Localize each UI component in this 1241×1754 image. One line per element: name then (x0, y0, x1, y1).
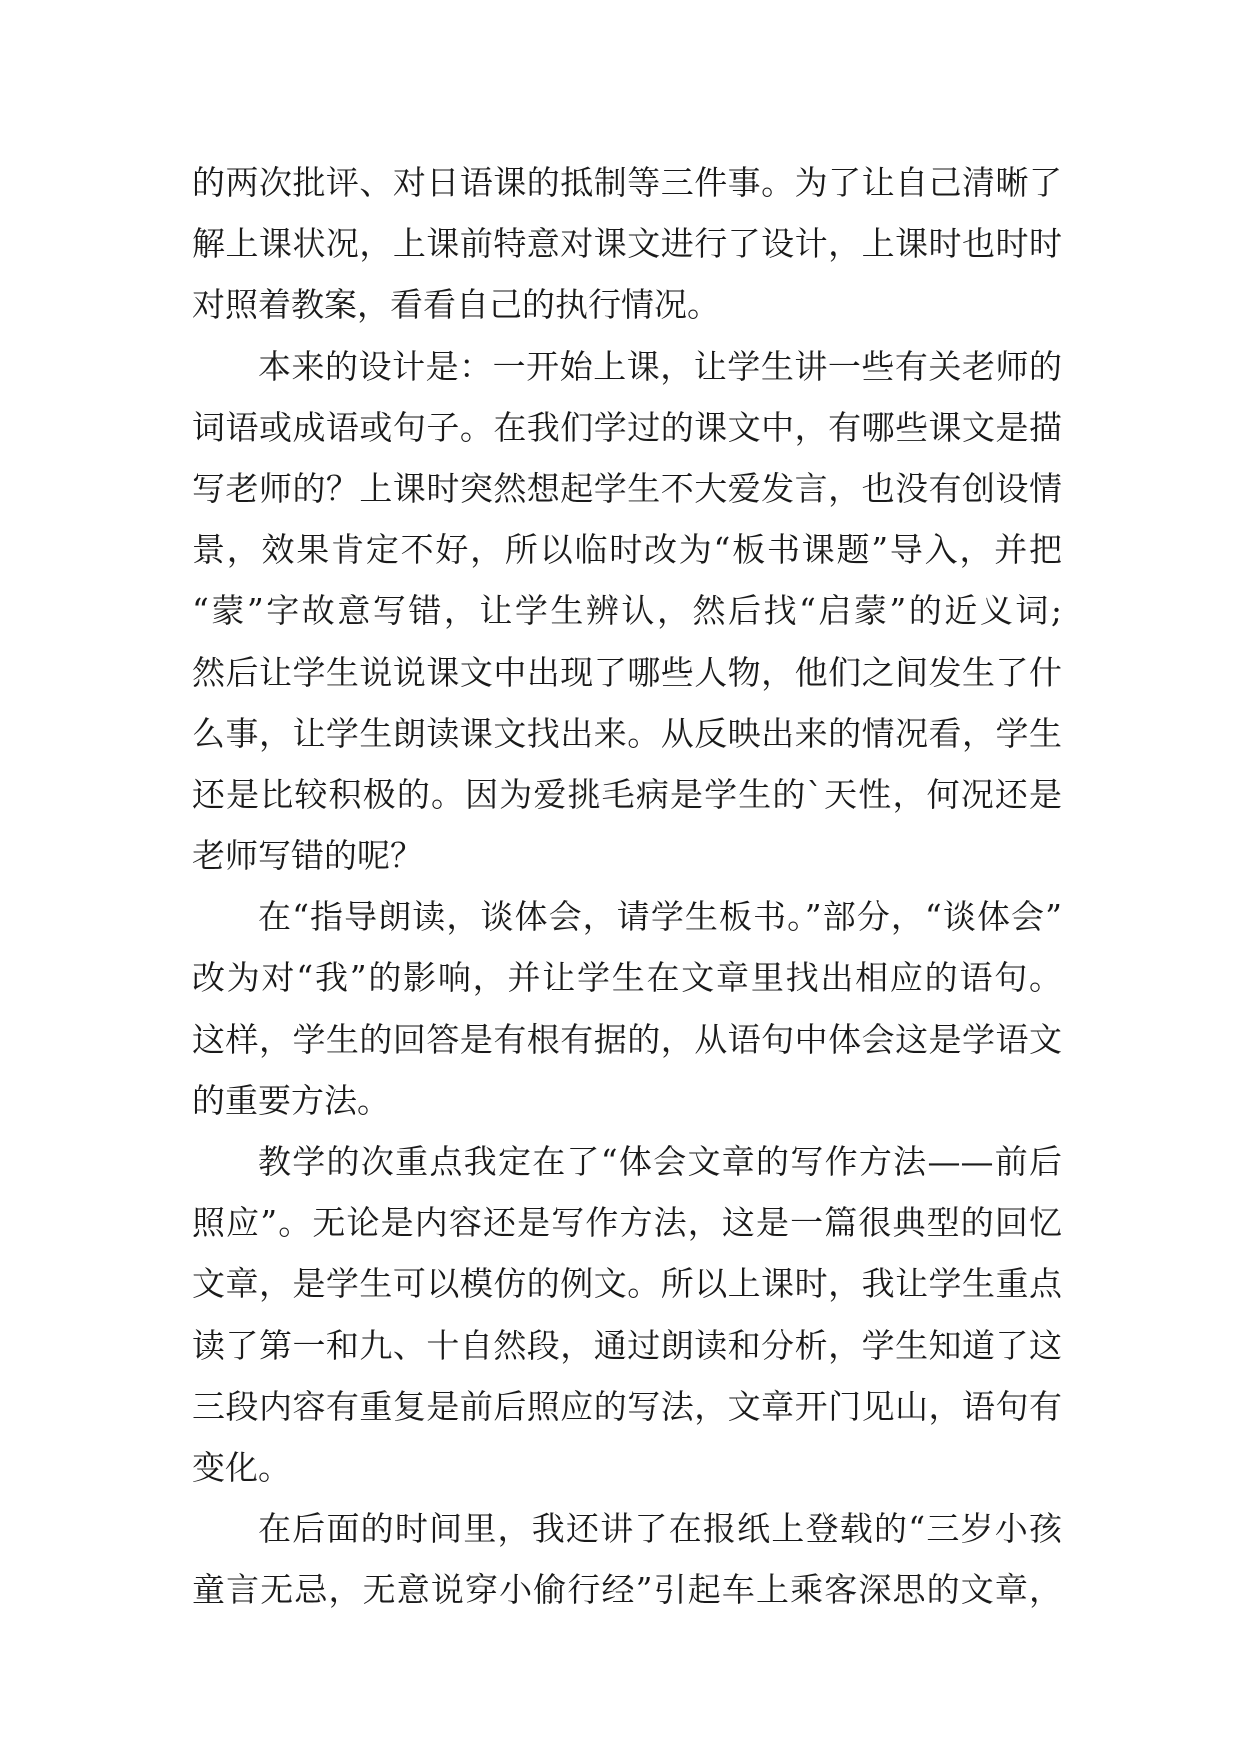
text-line: 解上课状况，上课前特意对课文进行了设计，上课时也时时 (192, 224, 1062, 264)
text-line: 对照着教案，看看自己的执行情况。 (192, 285, 720, 325)
text-line: 景，效果肯定不好，所以临时改为“板书课题”导入，并把 (192, 530, 1062, 570)
paragraph-first-line: 在后面的时间里，我还讲了在报纸上登载的“三岁小孩 (258, 1509, 1062, 1549)
text-line: 读了第一和九、十自然段，通过朗读和分析，学生知道了这 (192, 1325, 1062, 1365)
text-line: “蒙”字故意写错，让学生辨认，然后找“启蒙”的近义词; (192, 591, 1062, 631)
text-line: 然后让学生说说课文中出现了哪些人物，他们之间发生了什 (192, 652, 1062, 692)
text-line: 三段内容有重复是前后照应的写法，文章开门见山，语句有 (192, 1386, 1062, 1426)
text-line: 这样，学生的回答是有根有据的，从语句中体会这是学语文 (192, 1019, 1062, 1059)
text-line: 写老师的？上课时突然想起学生不大爱发言，也没有创设情 (192, 468, 1062, 508)
paragraph-first-line: 教学的次重点我定在了“体会文章的写作方法——前后 (258, 1142, 1062, 1181)
paragraph-first-line: 在“指导朗读，谈体会，请学生板书。”部分，“谈体会” (258, 897, 1062, 937)
text-line: 的重要方法。 (192, 1080, 390, 1120)
text-line: 么事，让学生朗读课文找出来。从反映出来的情况看，学生 (192, 713, 1062, 753)
text-line: 童言无忌，无意说穿小偷行经”引起车上乘客深思的文章， (192, 1570, 1062, 1610)
text-line: 的两次批评、对日语课的抵制等三件事。为了让自己清晰了 (192, 163, 1062, 202)
text-line: 变化。 (192, 1447, 291, 1487)
paragraph-first-line: 本来的设计是：一开始上课，让学生讲一些有关老师的 (258, 346, 1062, 386)
text-line: 照应”。无论是内容还是写作方法，这是一篇很典型的回忆 (192, 1203, 1062, 1243)
text-line: 文章，是学生可以模仿的例文。所以上课时，我让学生重点 (192, 1264, 1062, 1304)
text-line: 老师写错的呢？ (192, 836, 423, 876)
text-line: 改为对“我”的影响，并让学生在文章里找出相应的语句。 (192, 958, 1062, 998)
text-line: 词语或成语或句子。在我们学过的课文中，有哪些课文是描 (192, 407, 1062, 447)
text-line: 还是比较积极的。因为爱挑毛病是学生的`天性，何况还是 (192, 774, 1062, 814)
body-text (192, 152, 1062, 1621)
